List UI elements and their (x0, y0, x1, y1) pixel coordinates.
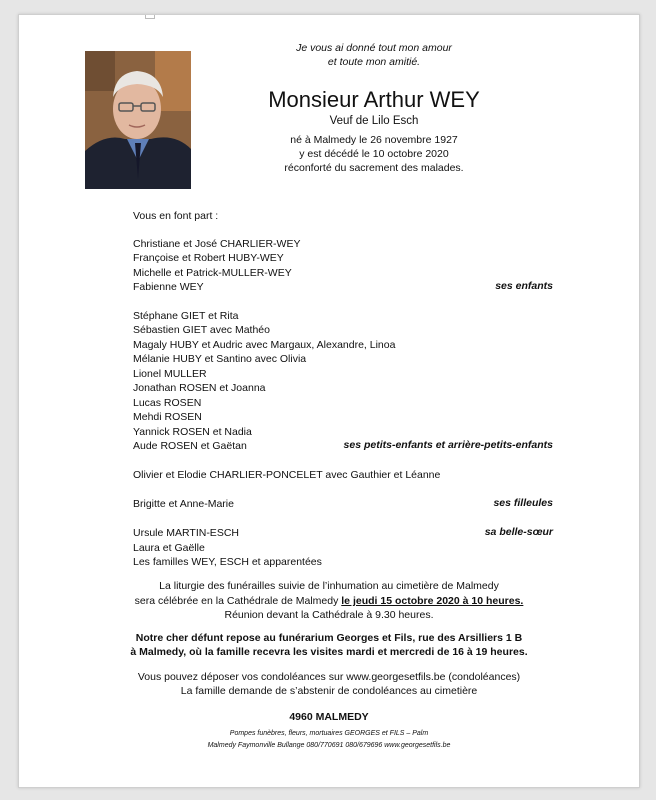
condolences-line-2: La famille demande de s’abstenir de condoléances au cimetière (180, 685, 478, 697)
goddaughters-line: Brigitte et Anne-Marie (133, 498, 234, 510)
widow-line: Veuf de Lilo Esch (329, 115, 419, 127)
intro-line: Vous en font part : (133, 210, 219, 222)
rest-line-1: Notre cher défunt repose au funérarium Georges et Fils, rue des Arsilliers 1 B (135, 632, 523, 644)
grandchild-line: Jonathan ROSEN et Joanna (133, 382, 266, 394)
portrait-photo (85, 51, 191, 189)
ceremony-line-3: Réunion devant la Cathédrale à 9.30 heures. (224, 609, 434, 621)
grandchild-line: Lionel MULLER (133, 368, 207, 380)
grandchild-line: Mélanie HUBY et Santino avec Olivia (133, 353, 307, 365)
ceremony-place: sera célébrée en la Cathédrale de Malmedy (134, 595, 342, 607)
condolences-line-1: Vous pouvez déposer vos condoléances sur www.georgesetfils.be (condoléances) (137, 671, 521, 683)
child-line: Michelle et Patrick-MULLER-WEY (133, 267, 292, 279)
quote-line-2: et toute mon amitié. (327, 56, 421, 68)
family-line: Laura et Gaëlle (133, 542, 205, 554)
ceremony-date: le jeudi 15 octobre 2020 à 10 heures. (341, 595, 524, 607)
role-grandchildren: ses petits-enfants et arrière-petits-enfants (343, 439, 553, 451)
bio (229, 133, 519, 175)
quote (269, 41, 479, 69)
role-children: ses enfants (495, 280, 553, 292)
grandchild-line: Lucas ROSEN (133, 397, 202, 409)
deceased-name: Monsieur Arthur WEY (268, 87, 480, 112)
child-line: Christiane et José CHARLIER-WEY (133, 238, 301, 250)
footer-line-1: Pompes funèbres, fleurs, mortuaires GEORGES et FILS – Palm (229, 730, 429, 737)
ceremony-line-1: La liturgie des funérailles suivie de l’inhumation au cimetière de Malmedy (159, 580, 499, 592)
relatives-line: Olivier et Elodie CHARLIER-PONCELET avec Gauthier et Léanne (133, 469, 441, 481)
role-sister-in-law: sa belle-sœur (484, 526, 553, 538)
grandchild-line: Sébastien GIET avec Mathéo (133, 324, 270, 336)
grandchild-line: Aude ROSEN et Gaëtan (133, 440, 247, 452)
grandchild-line: Mehdi ROSEN (133, 411, 202, 423)
quote-line-1: Je vous ai donné tout mon amour (296, 42, 452, 54)
child-line: Françoise et Robert HUBY-WEY (133, 252, 284, 264)
footer-line-2: Malmedy Faymonville Bullange 080/770691 080/679696 www.georgesetfils.be (207, 742, 451, 749)
child-line: Fabienne WEY (133, 281, 204, 293)
ceremony-line-2 (79, 594, 579, 608)
role-goddaughters: ses filleules (493, 497, 553, 509)
page-marker (145, 15, 155, 19)
family-line: Les familles WEY, ESCH et apparentées (133, 556, 322, 568)
death-line: y est décédé le 10 octobre 2020 (299, 148, 449, 160)
birth-line: né à Malmedy le 26 novembre 1927 (290, 134, 458, 146)
grandchild-line: Yannick ROSEN et Nadia (133, 426, 252, 438)
address-line: 4960 MALMEDY (289, 711, 369, 723)
rest-line-2: à Malmedy, où la famille recevra les visites mardi et mercredi de 16 à 19 heures. (130, 646, 528, 658)
grandchild-line: Stéphane GIET et Rita (133, 310, 239, 322)
sister-in-law-line: Ursule MARTIN-ESCH (133, 527, 239, 539)
sacrament-line: réconforté du sacrement des malades. (284, 162, 464, 174)
document-page (18, 14, 640, 788)
grandchild-line: Magaly HUBY et Audric avec Margaux, Alexandre, Linoa (133, 339, 396, 351)
